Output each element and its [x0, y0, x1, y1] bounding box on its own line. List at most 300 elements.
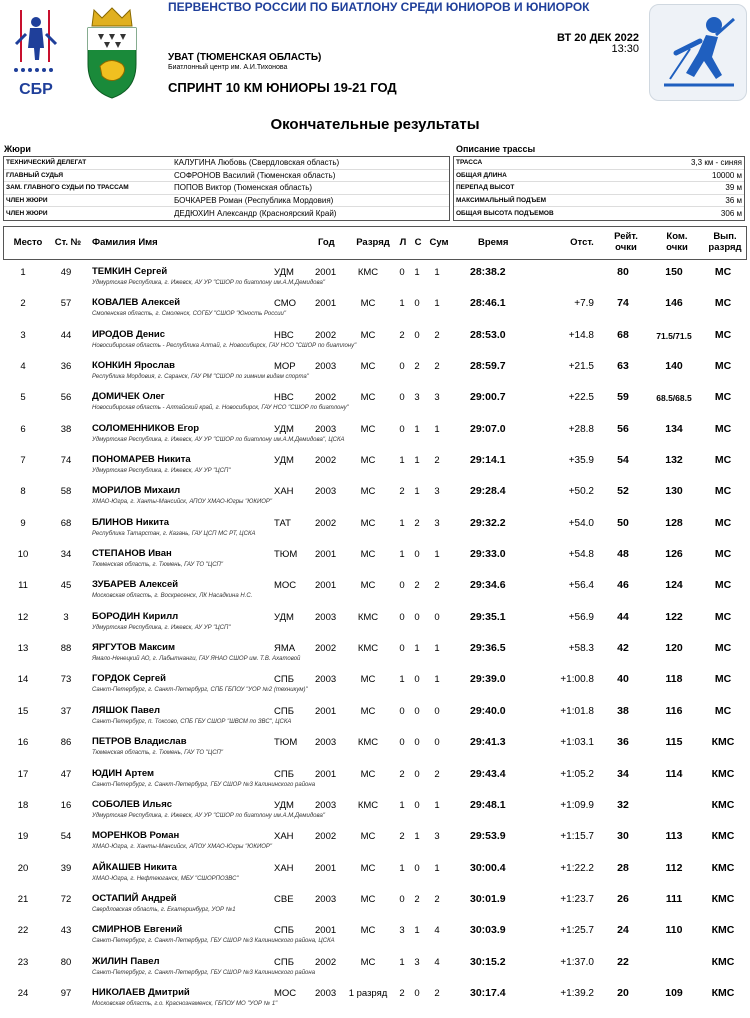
result-bib: 54: [60, 831, 72, 843]
result-place: 10: [17, 549, 29, 561]
team-points: 134: [665, 422, 683, 435]
race-date: ВТ 20 ДЕК 2022: [556, 32, 639, 44]
athlete-year: 2001: [315, 298, 337, 310]
qualification: КМС: [711, 830, 735, 843]
qualification: МС: [714, 642, 732, 655]
rating-points: 36: [617, 736, 629, 749]
athlete-region: УДМ: [274, 267, 294, 278]
athlete-club: ХМАО-Югра, г. Ханты-Мансийск, АПОУ ХМАО-Югры "ЮКИОР": [92, 844, 273, 851]
col-sum: Сум: [429, 237, 449, 248]
result-time: 29:43.4: [470, 767, 506, 780]
athlete-rank: МС: [360, 674, 376, 686]
rating-points: 34: [617, 767, 629, 780]
rating-points: 52: [617, 485, 629, 498]
result-row: [0, 825, 750, 856]
prone-misses: 1: [399, 455, 405, 467]
team-points: 68.5/68.5: [656, 393, 692, 404]
course-value: 306 м: [720, 209, 742, 219]
athlete-region: ТАТ: [274, 517, 291, 529]
time-behind: +1:05.2: [560, 768, 594, 780]
athlete-name: КОВАЛЕВ Алексей: [92, 297, 181, 309]
team-points: 124: [665, 579, 683, 592]
team-points: 128: [665, 516, 683, 529]
athlete-region: СВЕ: [274, 893, 294, 905]
jury-role: ЗАМ. ГЛАВНОГО СУДЬИ ПО ТРАССАМ: [6, 184, 129, 192]
result-bib: 56: [60, 392, 72, 404]
athlete-club: Московская область, г. Воскресенск, ЛК Насадкина Н.С.: [92, 593, 253, 600]
athlete-region: ТЮМ: [274, 549, 298, 561]
result-bib: 86: [60, 737, 72, 749]
athlete-name: ПЕТРОВ Владислав: [92, 736, 187, 748]
athlete-region: УДМ: [274, 455, 294, 467]
total-misses: 1: [434, 799, 440, 811]
result-bib: 97: [60, 987, 72, 999]
result-bib: 68: [60, 517, 72, 529]
jury-row: [4, 157, 449, 170]
athlete-rank: КМС: [357, 737, 379, 749]
result-row: [0, 418, 750, 449]
athlete-name: ДОМИЧЕК Олег: [92, 391, 165, 403]
result-place: 13: [17, 643, 29, 655]
race-time: 13:30: [611, 43, 639, 55]
result-time: 29:40.0: [470, 704, 506, 717]
result-place: 24: [17, 987, 29, 999]
total-misses: 2: [434, 580, 440, 592]
prone-misses: 0: [399, 423, 405, 435]
col-qualification: Вып. разряд: [708, 231, 742, 253]
prone-misses: 1: [399, 549, 405, 561]
prone-misses: 1: [399, 674, 405, 686]
athlete-region: УДМ: [274, 611, 294, 623]
result-place: 11: [18, 580, 28, 592]
athlete-year: 2003: [315, 611, 337, 623]
prone-misses: 1: [399, 517, 405, 529]
athlete-club: Московская область, г.о. Краснознаменск, ГБПОУ МО "УОР № 1": [92, 1000, 278, 1007]
col-gap: Отст.: [570, 237, 594, 248]
athlete-name: БЛИНОВ Никита: [92, 516, 170, 528]
athlete-year: 2002: [315, 329, 337, 341]
result-row: [0, 324, 750, 355]
athlete-region: СМО: [274, 298, 297, 310]
standing-misses: 1: [414, 925, 420, 937]
rating-points: 74: [617, 297, 629, 310]
result-time: 29:28.4: [470, 485, 506, 498]
rating-points: 59: [617, 391, 629, 404]
result-bib: 3: [63, 611, 69, 623]
col-time: Время: [478, 237, 509, 248]
course-row: [454, 170, 744, 183]
athlete-name: ЖИЛИН Павел: [92, 955, 160, 967]
result-place: 18: [17, 799, 29, 811]
race-location: УВАТ (ТЮМЕНСКАЯ ОБЛАСТЬ): [168, 52, 322, 63]
athlete-rank: МС: [360, 329, 376, 341]
result-row: [0, 543, 750, 574]
standing-misses: 1: [414, 455, 420, 467]
athlete-rank: МС: [360, 423, 376, 435]
athlete-rank: МС: [360, 956, 376, 968]
athlete-year: 2002: [315, 956, 337, 968]
standing-misses: 1: [414, 643, 420, 655]
time-behind: +50.2: [568, 486, 594, 498]
athlete-club: Новосибирская область - Республика Алтай, г. Новосибирск, ГАУ НСО "СШОР по биатлону": [92, 342, 357, 349]
result-row: [0, 637, 750, 668]
team-points: 150: [665, 266, 683, 278]
result-place: 8: [20, 486, 26, 498]
result-place: 23: [17, 956, 29, 968]
time-behind: +1:01.8: [560, 705, 594, 717]
athlete-rank: 1 разряд: [348, 987, 388, 999]
qualification: МС: [714, 704, 732, 717]
athlete-region: СПБ: [274, 956, 294, 968]
team-points: 118: [665, 673, 683, 686]
result-bib: 57: [60, 298, 72, 310]
course-row: [454, 182, 744, 195]
total-misses: 0: [434, 737, 440, 749]
result-place: 15: [17, 705, 29, 717]
qualification: МС: [714, 266, 732, 278]
prone-misses: 1: [399, 862, 405, 874]
team-points: 111: [665, 892, 683, 905]
athlete-name: ЯРГУТОВ Максим: [92, 642, 176, 654]
result-row: [0, 888, 750, 919]
athlete-club: Санкт-Петербург, г. Санкт-Петербург, ГБУ СШОР №3 Калининского района: [92, 781, 316, 788]
athlete-region: МОР: [274, 361, 296, 373]
athlete-club: Удмуртская Республика, г. Ижевск, АУ УР "СШОР по биатлону им.А.М.Демидова": [92, 280, 325, 286]
rating-points: 50: [617, 516, 629, 529]
team-points: 109: [665, 986, 683, 999]
result-place: 19: [17, 831, 29, 843]
athlete-year: 2003: [315, 737, 337, 749]
athlete-name: СМИРНОВ Евгений: [92, 924, 183, 936]
team-points: 126: [665, 548, 683, 561]
athlete-name: МОРИЛОВ Михаил: [92, 485, 181, 497]
result-time: 29:36.5: [470, 642, 506, 655]
athlete-club: Ямало-Ненецкий АО, г. Лабытнанги, ГАУ ЯНАО СШОР им. Т.В. Ахатовой: [92, 656, 301, 663]
rating-points: 32: [617, 798, 629, 811]
prone-misses: 2: [399, 831, 405, 843]
athlete-region: СПБ: [274, 674, 294, 686]
result-bib: 37: [60, 705, 72, 717]
col-rating-points: Рейт. очки: [614, 231, 638, 253]
athlete-year: 2001: [315, 768, 337, 780]
total-misses: 3: [434, 392, 440, 404]
athlete-rank: МС: [360, 831, 376, 843]
course-heading: Описание трассы: [456, 144, 536, 154]
course-label: ПЕРЕПАД ВЫСОТ: [456, 184, 515, 192]
total-misses: 4: [434, 956, 440, 968]
result-place: 16: [17, 737, 29, 749]
jury-table: [3, 156, 450, 221]
athlete-name: ПОНОМАРЕВ Никита: [92, 454, 191, 466]
col-year: Год: [318, 237, 335, 248]
time-behind: +1:00.8: [560, 674, 594, 686]
athlete-club: Санкт-Петербург, г. Санкт-Петербург, ГБУ СШОР №3 Калининского района, ЦСКА: [92, 938, 335, 945]
qualification: КМС: [711, 736, 735, 749]
athlete-year: 2001: [315, 580, 337, 592]
rating-points: 30: [617, 830, 629, 843]
team-points: 112: [665, 861, 683, 874]
course-value: 36 м: [725, 196, 742, 206]
athlete-year: 2001: [315, 705, 337, 717]
athlete-name: БОРОДИН Кирилл: [92, 610, 179, 622]
team-points: 122: [665, 610, 683, 623]
athlete-year: 2002: [315, 392, 337, 404]
qualification: МС: [714, 516, 732, 529]
athlete-club: Свердловская область, г. Екатеринбург, УОР №1: [92, 906, 236, 913]
time-behind: +35.9: [568, 455, 594, 467]
athlete-region: СПБ: [274, 925, 294, 937]
jury-name: СОФРОНОВ Василий (Тюменская область): [174, 170, 336, 180]
qualification: МС: [714, 548, 732, 561]
result-place: 17: [17, 768, 29, 780]
time-behind: +21.5: [568, 361, 594, 373]
athlete-rank: КМС: [357, 611, 379, 623]
prone-misses: 0: [399, 893, 405, 905]
course-value: 3,3 км - синяя: [690, 158, 742, 168]
athlete-club: Санкт-Петербург, п. Токсово, СПБ ГБУ СШОР "ШВСМ по ЗВС", ЦСКА: [92, 718, 292, 725]
result-time: 29:53.9: [470, 830, 506, 843]
result-place: 6: [20, 423, 26, 435]
qualification: МС: [714, 454, 732, 467]
result-place: 2: [20, 298, 26, 310]
athlete-year: 2002: [315, 643, 337, 655]
total-misses: 2: [434, 361, 440, 373]
team-points: 114: [665, 767, 683, 780]
team-points: 140: [665, 360, 683, 373]
time-behind: +1:25.7: [560, 925, 594, 937]
standing-misses: 0: [414, 674, 420, 686]
result-row: [0, 606, 750, 637]
result-bib: 45: [60, 580, 72, 592]
result-row: [0, 512, 750, 543]
athlete-club: Тюменская область, г. Тюмень, ГАУ ТО "ЦСП": [92, 750, 224, 757]
rating-points: 44: [617, 610, 629, 623]
rating-points: 28: [617, 861, 629, 874]
total-misses: 2: [434, 987, 440, 999]
standing-misses: 1: [414, 831, 420, 843]
total-misses: 3: [434, 517, 440, 529]
prone-misses: 1: [399, 298, 405, 310]
col-team-points: Ком. очки: [666, 231, 688, 253]
sbr-logo: [6, 4, 66, 100]
time-behind: +14.8: [568, 329, 594, 341]
result-row: [0, 700, 750, 731]
result-time: 29:32.2: [470, 516, 506, 529]
athlete-club: Республика Татарстан, г. Казань, ГАУ ЦСП МС РТ, ЦСКА: [92, 530, 256, 537]
standing-misses: 1: [414, 486, 420, 498]
jury-name: КАЛУГИНА Любовь (Свердловская область): [174, 158, 340, 168]
time-behind: +1:22.2: [560, 862, 594, 874]
athlete-rank: МС: [360, 298, 376, 310]
total-misses: 1: [434, 643, 440, 655]
qualification: КМС: [711, 767, 735, 780]
result-time: 29:41.3: [470, 736, 506, 749]
team-points: 116: [665, 704, 683, 717]
total-misses: 3: [434, 486, 440, 498]
qualification: МС: [714, 360, 732, 373]
team-points: 110: [665, 924, 683, 937]
athlete-region: МОС: [274, 987, 297, 999]
jury-role: ГЛАВНЫЙ СУДЬЯ: [6, 171, 64, 179]
result-time: 29:35.1: [470, 610, 506, 623]
results-list: [0, 261, 750, 1013]
time-behind: +1:03.1: [560, 737, 594, 749]
result-row: [0, 794, 750, 825]
result-time: 30:03.9: [470, 924, 506, 937]
result-place: 14: [17, 674, 29, 686]
rating-points: 24: [617, 924, 629, 937]
result-time: 28:46.1: [470, 297, 506, 310]
rating-points: 22: [617, 955, 629, 968]
athlete-year: 2003: [315, 486, 337, 498]
prone-misses: 0: [399, 267, 405, 278]
athlete-rank: КМС: [357, 643, 379, 655]
athlete-club: Республика Мордовия, г. Саранск, ГАУ РМ "СШОР по зимним видам спорта": [92, 374, 309, 381]
rating-points: 80: [617, 266, 629, 278]
result-time: 29:07.0: [470, 422, 506, 435]
result-place: 9: [20, 517, 26, 529]
athlete-club: Санкт-Петербург, г. Санкт-Петербург, СПБ ГБПОУ "УОР №2 (техникум)": [92, 687, 308, 694]
standing-misses: 0: [414, 737, 420, 749]
team-points: 115: [665, 736, 683, 749]
time-behind: +54.8: [568, 549, 594, 561]
result-place: 3: [20, 329, 26, 341]
col-bib: Ст. №: [54, 237, 82, 248]
athlete-region: НВС: [274, 392, 294, 404]
result-row: [0, 857, 750, 888]
prone-misses: 0: [399, 705, 405, 717]
result-place: 7: [20, 455, 26, 467]
athlete-rank: МС: [360, 893, 376, 905]
athlete-name: ГОРДОК Сергей: [92, 673, 167, 685]
rating-points: 26: [617, 892, 629, 905]
race-name: СПРИНТ 10 КМ ЮНИОРЫ 19-21 ГОД: [168, 80, 397, 95]
prone-misses: 1: [399, 956, 405, 968]
result-place: 4: [20, 361, 26, 373]
athlete-region: МОС: [274, 580, 297, 592]
result-place: 1: [20, 267, 26, 278]
standing-misses: 0: [414, 329, 420, 341]
jury-name: ДЕДЮХИН Александр (Красноярский Край): [174, 209, 337, 219]
course-label: МАКСИМАЛЬНЫЙ ПОДЪЕМ: [456, 197, 546, 205]
col-rank: Разряд: [356, 237, 390, 248]
result-time: 29:14.1: [470, 454, 506, 467]
rating-points: 63: [617, 360, 629, 373]
competition-title: ПЕРВЕНСТВО РОССИИ ПО БИАТЛОНУ СРЕДИ ЮНИОРОВ И ЮНИОРОК: [168, 0, 590, 14]
athlete-name: ОСТАПИЙ Андрей: [92, 892, 177, 904]
standing-misses: 0: [414, 705, 420, 717]
athlete-rank: МС: [360, 705, 376, 717]
course-table: [453, 156, 745, 221]
total-misses: 0: [434, 611, 440, 623]
sbr-logo-text: СБР: [19, 81, 53, 98]
prone-misses: 0: [399, 611, 405, 623]
team-points: 71.5/71.5: [656, 330, 692, 341]
course-row: [454, 207, 744, 220]
result-bib: 16: [60, 799, 72, 811]
athlete-year: 2003: [315, 893, 337, 905]
standing-misses: 0: [414, 298, 420, 310]
qualification: КМС: [711, 924, 735, 937]
result-row: [0, 763, 750, 794]
athlete-year: 2003: [315, 423, 337, 435]
athlete-rank: МС: [360, 925, 376, 937]
standing-misses: 0: [414, 611, 420, 623]
result-bib: 74: [60, 455, 72, 467]
athlete-region: ЯМА: [274, 643, 296, 655]
qualification: КМС: [711, 986, 735, 999]
result-bib: 80: [60, 956, 72, 968]
prone-misses: 2: [399, 768, 405, 780]
athlete-year: 2003: [315, 987, 337, 999]
total-misses: 1: [434, 549, 440, 561]
total-misses: 4: [434, 925, 440, 937]
athlete-name: СТЕПАНОВ Иван: [92, 548, 172, 560]
athlete-name: СОЛОМЕННИКОВ Егор: [92, 422, 200, 434]
col-l: Л: [399, 237, 407, 248]
standing-misses: 1: [414, 423, 420, 435]
qualification: МС: [714, 610, 732, 623]
athlete-region: ТЮМ: [274, 737, 298, 749]
standing-misses: 0: [414, 768, 420, 780]
qualification: МС: [714, 579, 732, 592]
standing-misses: 0: [414, 549, 420, 561]
result-time: 30:15.2: [470, 955, 506, 968]
course-row: [454, 157, 744, 170]
jury-role: ЧЛЕН ЖЮРИ: [6, 197, 48, 205]
time-behind: +58.3: [568, 643, 594, 655]
athlete-name: КОНКИН Ярослав: [92, 360, 175, 372]
athlete-year: 2003: [315, 674, 337, 686]
course-value: 39 м: [725, 183, 742, 193]
time-behind: +1:15.7: [560, 831, 594, 843]
course-label: ТРАССА: [456, 159, 483, 167]
prone-misses: 1: [399, 799, 405, 811]
result-bib: 58: [60, 486, 72, 498]
col-s: С: [414, 237, 422, 248]
athlete-year: 2002: [315, 831, 337, 843]
athlete-year: 2002: [315, 455, 337, 467]
result-bib: 38: [60, 423, 72, 435]
course-row: [454, 195, 744, 208]
result-bib: 72: [60, 893, 72, 905]
jury-role: ТЕХНИЧЕСКИЙ ДЕЛЕГАТ: [6, 159, 87, 167]
result-row: [0, 731, 750, 762]
qualification: КМС: [711, 892, 735, 905]
prone-misses: 2: [399, 987, 405, 999]
prone-misses: 0: [399, 392, 405, 404]
athlete-name: АЙКАШЕВ Никита: [92, 861, 177, 873]
result-bib: 36: [60, 361, 72, 373]
result-bib: 43: [60, 925, 72, 937]
jury-heading: Жюри: [4, 144, 31, 154]
result-row: [0, 355, 750, 386]
jury-name: ПОПОВ Виктор (Тюменская область): [174, 183, 313, 193]
result-row: [0, 292, 750, 323]
athlete-club: Удмуртская Республика, г. Ижевск, АУ УР "ЦСП": [92, 624, 231, 631]
time-behind: +1:39.2: [560, 987, 594, 999]
athlete-club: Новосибирская область - Алтайский край, г. Новосибирск, ГАУ НСО "СШОР по биатлону": [92, 405, 349, 412]
result-place: 21: [17, 893, 29, 905]
qualification: МС: [714, 391, 732, 404]
athlete-year: 2003: [315, 361, 337, 373]
biathlete-logo: [649, 4, 747, 101]
athlete-club: ХМАО-Югра, г. Нефтеюганск, МБУ "СШОРПОЗВС": [92, 875, 239, 882]
rating-points: 40: [617, 673, 629, 686]
jury-row: [4, 207, 449, 220]
standing-misses: 1: [414, 267, 420, 278]
result-bib: 49: [60, 267, 72, 278]
